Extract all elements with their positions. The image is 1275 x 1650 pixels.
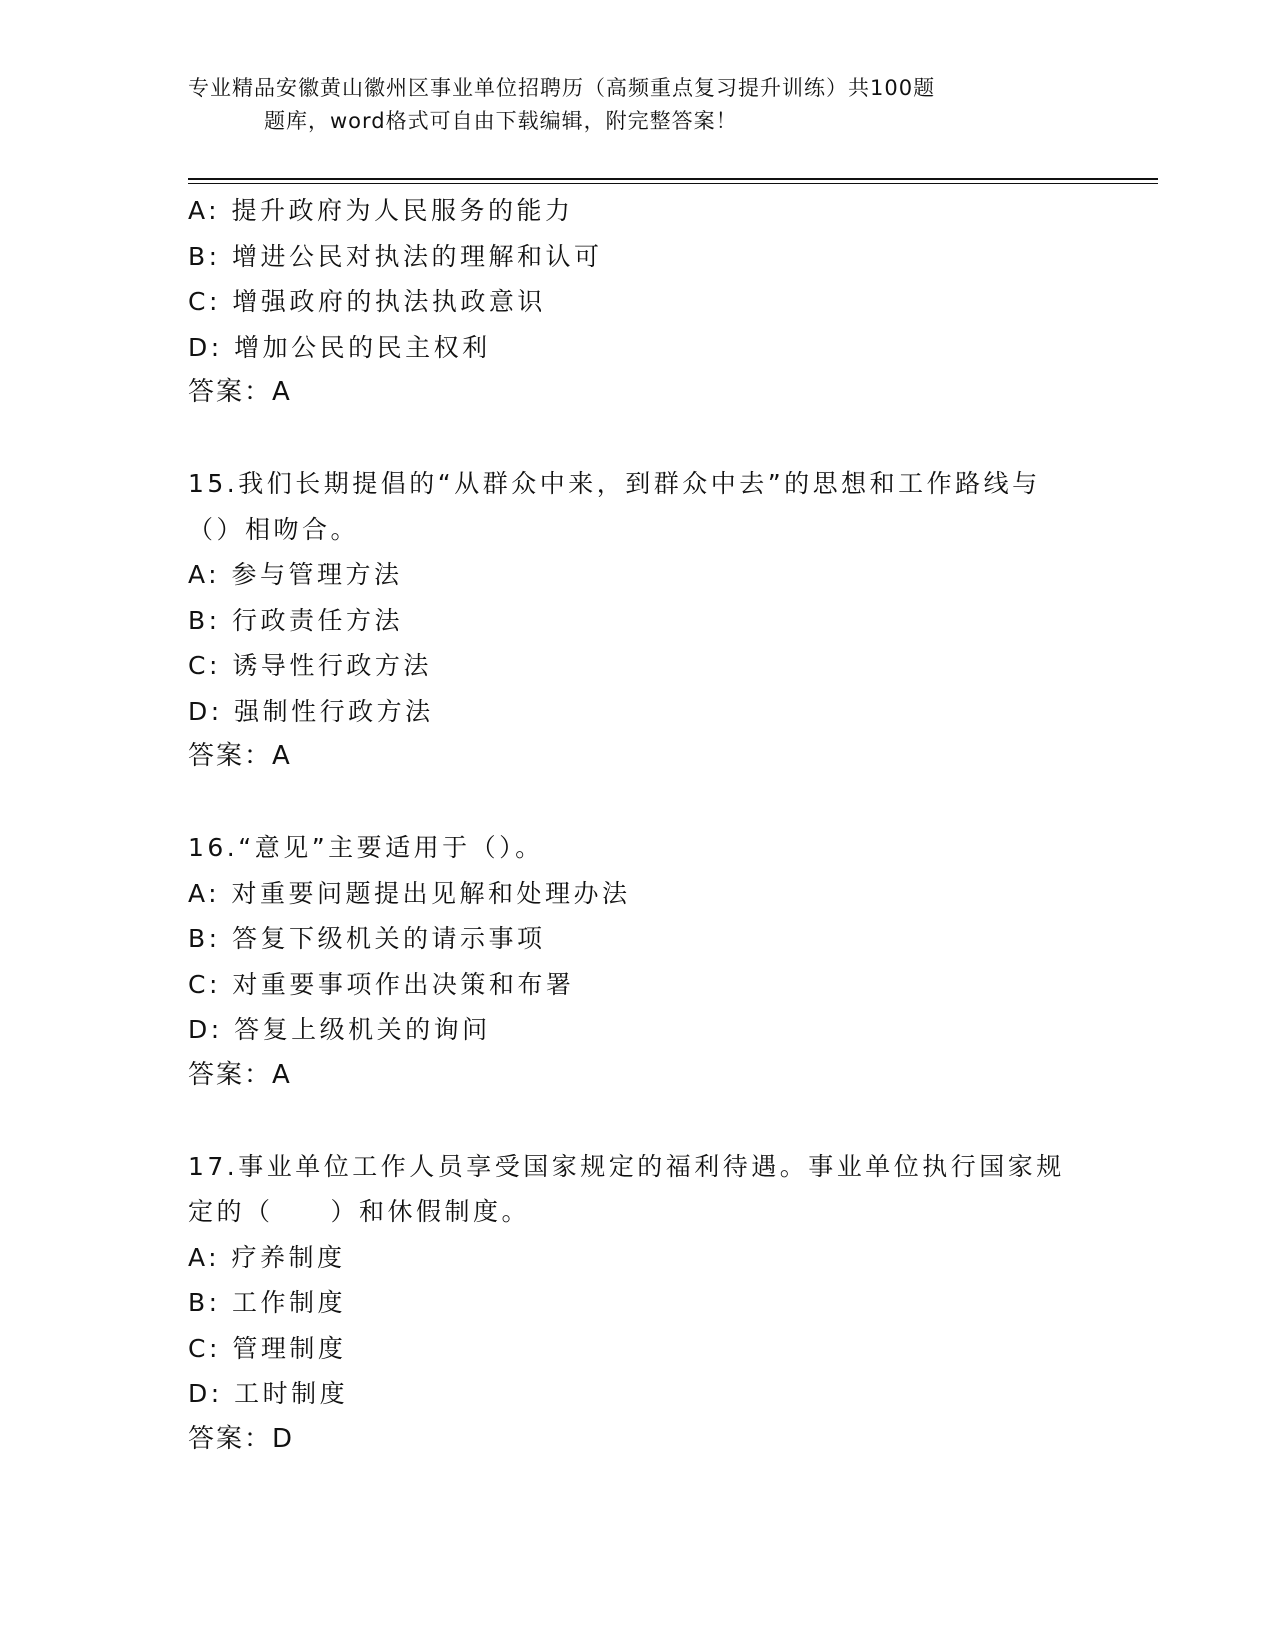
spacer	[188, 416, 1128, 462]
option-a: A: 对重要问题提出见解和处理办法	[188, 878, 631, 908]
option-c: C: 管理制度	[188, 1333, 347, 1363]
answer-line: 答案：A	[188, 741, 292, 771]
header-title-line1: 专业精品安徽黄山徽州区事业单位招聘历（高频重点复习提升训练）共100题	[188, 76, 936, 100]
option-d: D: 答复上级机关的询问	[188, 1015, 491, 1044]
answer-line: 答案：D	[188, 1423, 295, 1454]
question-stem: 17.事业单位工作人员享受国家规定的福利待遇。事业单位执行国家规	[188, 1151, 1065, 1181]
question-stem: 16.“意见”主要适用于（）。	[188, 833, 544, 862]
option-c: C: 增强政府的执法执政意识	[188, 287, 546, 316]
question-17-block	[188, 1144, 1128, 1463]
option-a: A: 提升政府为人民服务的能力	[188, 196, 574, 225]
question-14-block	[188, 188, 1128, 416]
question-15-block	[188, 461, 1128, 780]
option-c: C: 诱导性行政方法	[188, 651, 432, 680]
option-b: B: 答复下级机关的请示事项	[188, 924, 546, 953]
option-d: D: 强制性行政方法	[188, 696, 434, 726]
header-title-line2: 题库，word格式可自由下载编辑，附完整答案！	[264, 109, 738, 133]
question-stem-continued: 定的（ ）和休假制度。	[188, 1197, 531, 1226]
header-rule-thick	[188, 178, 1158, 180]
option-d: D: 增加公民的民主权利	[188, 332, 491, 362]
spacer	[188, 1098, 1128, 1144]
spacer	[188, 780, 1128, 826]
question-16-block	[188, 825, 1128, 1098]
question-stem-continued: （）相吻合。	[188, 514, 360, 544]
question-list	[188, 188, 1128, 1462]
option-b: B: 增进公民对执法的理解和认可	[188, 241, 603, 271]
option-a: A: 参与管理方法	[188, 560, 403, 589]
option-b: B: 工作制度	[188, 1288, 347, 1317]
header-rule-thin	[188, 183, 1158, 184]
option-c: C: 对重要事项作出决策和布署	[188, 969, 575, 999]
option-b: B: 行政责任方法	[188, 605, 404, 635]
option-d: D: 工时制度	[188, 1379, 349, 1408]
option-a: A: 疗养制度	[188, 1242, 346, 1272]
answer-line: 答案：A	[188, 1059, 292, 1090]
document-header	[188, 72, 1088, 138]
answer-line: 答案：A	[188, 377, 292, 407]
question-stem: 15.我们长期提倡的“从群众中来，到群众中去”的思想和工作路线与	[188, 469, 1041, 498]
